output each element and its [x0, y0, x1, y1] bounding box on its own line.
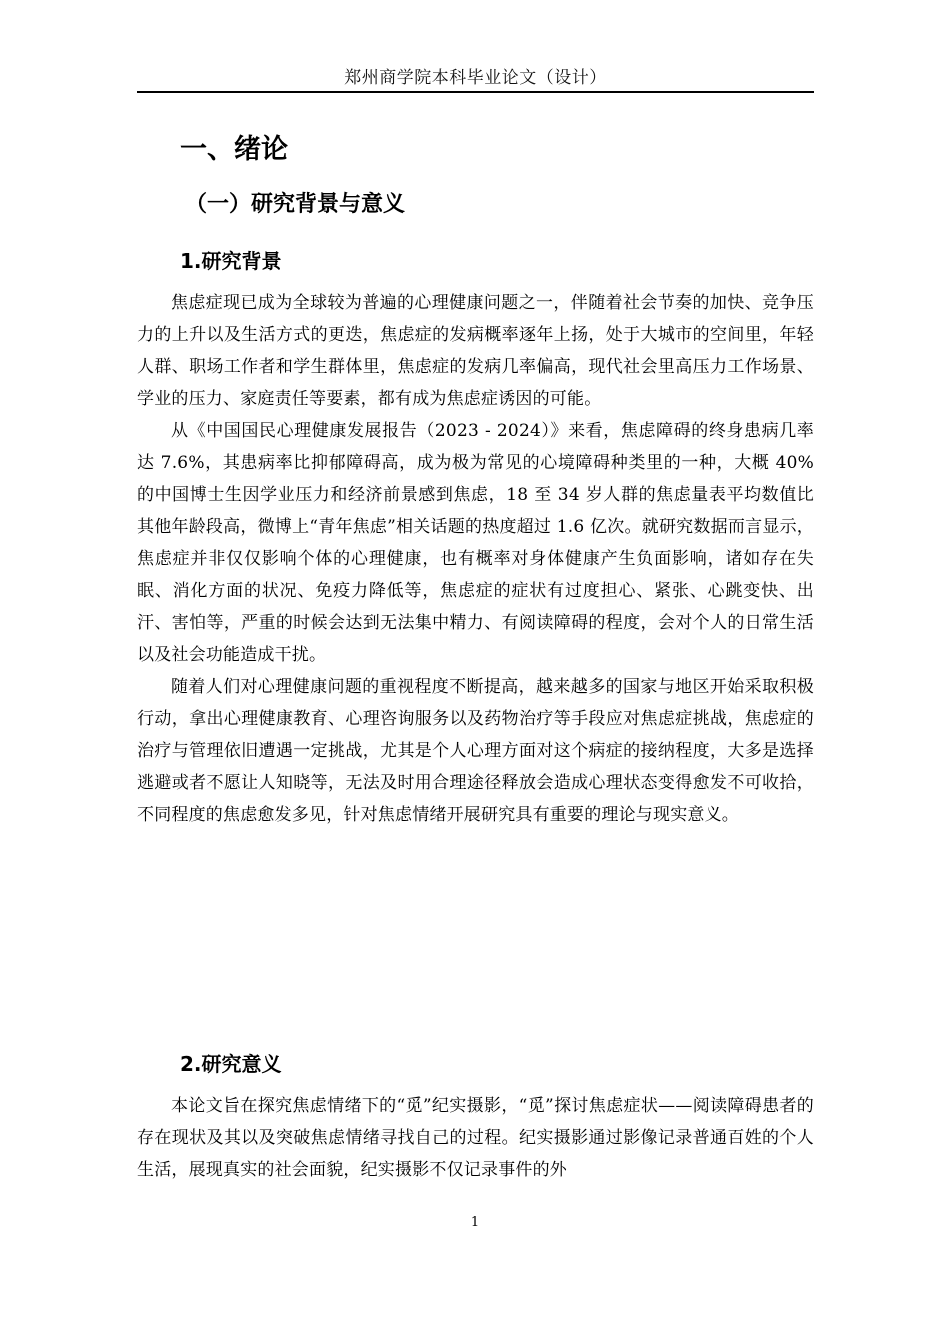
running-header: 郑州商学院本科毕业论文（设计） — [344, 68, 607, 88]
chapter-title: 一、绪论 — [180, 134, 288, 165]
header-rule — [137, 91, 814, 93]
significance-body — [137, 1090, 814, 1186]
subsection-title-background: 1.研究背景 — [180, 249, 282, 273]
paragraph: 焦虑症现已成为全球较为普遍的心理健康问题之一，伴随着社会节奏的加快、竞争压力的上升以及生活方式的更迭，焦虑症的发病概率逐年上扬，处于大城市的空间里，年轻人群、职场工作者和学生群体里，焦虑症的发病几率偏高，现代社会里高压力工作场景、学业的压力、家庭责任等要素，都有成为焦虑症诱因的可能。 — [137, 293, 814, 409]
page-number: 1 — [470, 1215, 480, 1230]
paragraph: 从《中国国民心理健康发展报告（2023 - 2024）》来看，焦虑障碍的终身患病几率达 7.6%，其患病率比抑郁障碍高，成为极为常见的心境障碍种类里的一种，大概 40%的中国博士生因学业压力和经济前景感到焦虑，18 至 34 岁人群的焦虑量表平均数值比其他年龄段高，微博上“青年焦虑”相关话题的热度超过 1.6 亿次。就研究数据而言显示，焦虑症并非仅仅影响个体的心理健康，也有概率对身体健康产生负面影响，诸如存在失眠、消化方面的状况、免疫力降低等，焦虑症的症状有过度担心、紧张、心跳变快、出汗、害怕等，严重的时候会达到无法集中精力、有阅读障碍的程度，会对个人的日常生活以及社会功能造成干扰。 — [137, 421, 814, 665]
subsection-title-significance: 2.研究意义 — [180, 1052, 282, 1076]
section-title: （一）研究背景与意义 — [185, 192, 406, 217]
paragraph: 本论文旨在探究焦虑情绪下的“觅”纪实摄影，“觅”探讨焦虑症状——阅读障碍患者的存在现状及其以及突破焦虑情绪寻找自己的过程。纪实摄影通过影像记录普通百姓的个人生活，展现真实的社会面貌，纪实摄影不仅记录事件的外 — [137, 1096, 814, 1180]
background-body — [137, 287, 814, 831]
paragraph: 随着人们对心理健康问题的重视程度不断提高，越来越多的国家与地区开始采取积极行动，拿出心理健康教育、心理咨询服务以及药物治疗等手段应对焦虑症挑战，焦虑症的治疗与管理依旧遭遇一定挑战，尤其是个人心理方面对这个病症的接纳程度，大多是选择逃避或者不愿让人知晓等，无法及时用合理途径释放会造成心理状态变得愈发不可收拾，不同程度的焦虑愈发多见，针对焦虑情绪开展研究具有重要的理论与现实意义。 — [137, 677, 814, 825]
